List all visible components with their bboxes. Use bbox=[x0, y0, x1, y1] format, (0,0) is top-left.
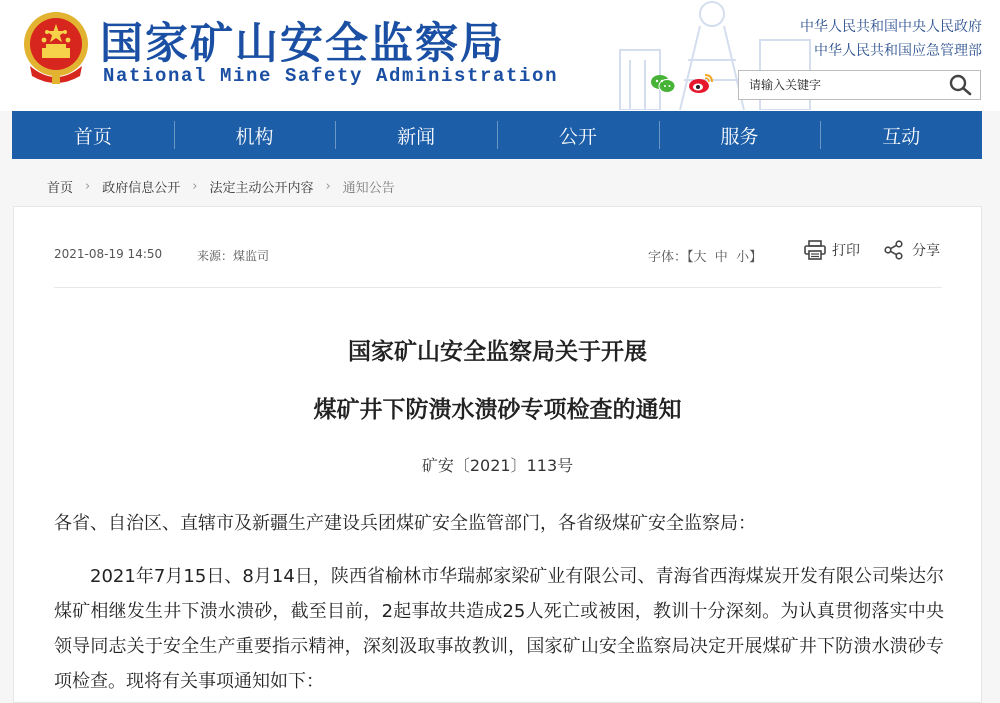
breadcrumb-statutory[interactable]: 法定主动公开内容 bbox=[209, 181, 314, 196]
nav-item-services[interactable]: 服务 bbox=[659, 111, 821, 159]
share-button[interactable] bbox=[884, 240, 940, 260]
site-title-en[interactable]: National Mine Safety Administration bbox=[103, 65, 559, 87]
nav-item-public[interactable]: 公开 bbox=[497, 111, 659, 159]
font-size-large[interactable]: 大 bbox=[693, 250, 707, 265]
font-size-label: 字体：【 bbox=[648, 250, 694, 265]
article-salutation: 各省、自治区、直辖市及新疆生产建设兵团煤矿安全监管部门，各省级煤矿安全监察局： bbox=[54, 513, 756, 534]
print-label: 打印 bbox=[832, 243, 860, 259]
nav-item-home[interactable]: 首页 bbox=[73, 125, 112, 148]
breadcrumb-notices[interactable]: 通知公告 bbox=[342, 181, 395, 196]
nav-item-interaction[interactable]: 互动 bbox=[820, 111, 982, 159]
main-nav bbox=[12, 111, 982, 159]
wechat-icon[interactable] bbox=[650, 74, 676, 94]
chevron-right-icon: › bbox=[192, 179, 198, 194]
font-size-medium[interactable]: 中 bbox=[714, 250, 728, 265]
chevron-right-icon: › bbox=[325, 179, 331, 194]
article-title-line1: 国家矿山安全监察局关于开展 bbox=[348, 338, 647, 365]
font-size-control bbox=[648, 246, 762, 265]
font-size-close: 】 bbox=[749, 250, 763, 265]
weibo-icon[interactable] bbox=[688, 72, 714, 94]
gov-link-central[interactable]: 中华人民共和国中央人民政府 bbox=[800, 19, 982, 35]
site-title-cn[interactable]: 国家矿山安全监察局 bbox=[100, 19, 505, 69]
meta-divider bbox=[54, 287, 942, 288]
article-card bbox=[13, 206, 982, 703]
national-emblem-icon[interactable] bbox=[22, 10, 90, 86]
nav-item-news[interactable]: 新闻 bbox=[335, 111, 497, 159]
share-label: 分享 bbox=[912, 243, 940, 259]
printer-icon bbox=[804, 240, 826, 260]
site-header bbox=[0, 0, 1000, 111]
share-icon bbox=[884, 240, 904, 260]
article-date: 2021-08-19 14:50 bbox=[54, 247, 163, 261]
search-box bbox=[738, 70, 981, 100]
gov-link-emergency[interactable]: 中华人民共和国应急管理部 bbox=[814, 43, 982, 59]
breadcrumb-gov-info[interactable]: 政府信息公开 bbox=[102, 181, 181, 196]
breadcrumb bbox=[47, 177, 395, 196]
font-size-small[interactable]: 小 bbox=[736, 250, 750, 265]
nav-item-organization[interactable]: 机构 bbox=[174, 111, 336, 159]
breadcrumb-home[interactable]: 首页 bbox=[47, 181, 74, 196]
search-input[interactable] bbox=[739, 71, 944, 99]
article-paragraph: 2021年7月15日、8月14日，陕西省榆林市华瑞郝家梁矿业有限公司、青海省西海煤炭开发有限公司柴达尔煤矿相继发生井下溃水溃砂，截至目前，2起事故共造成25人死亡或被困，教训十分深刻。为认真贯彻落实中央领导同志关于安全生产重要指示精神，深刻汲取事故教训，国家矿山安全监察局决定开展煤矿井下防溃水溃砂专项检查。现将有关事项通知如下： bbox=[54, 566, 944, 692]
chevron-right-icon: › bbox=[85, 179, 91, 194]
document-number: 矿安〔2021〕113号 bbox=[421, 456, 574, 475]
search-icon[interactable] bbox=[948, 74, 972, 96]
article-source: 来源：煤监司 bbox=[197, 249, 270, 263]
print-button[interactable] bbox=[804, 240, 860, 260]
article-title-line2: 煤矿井下防溃水溃砂专项检查的通知 bbox=[313, 396, 682, 423]
